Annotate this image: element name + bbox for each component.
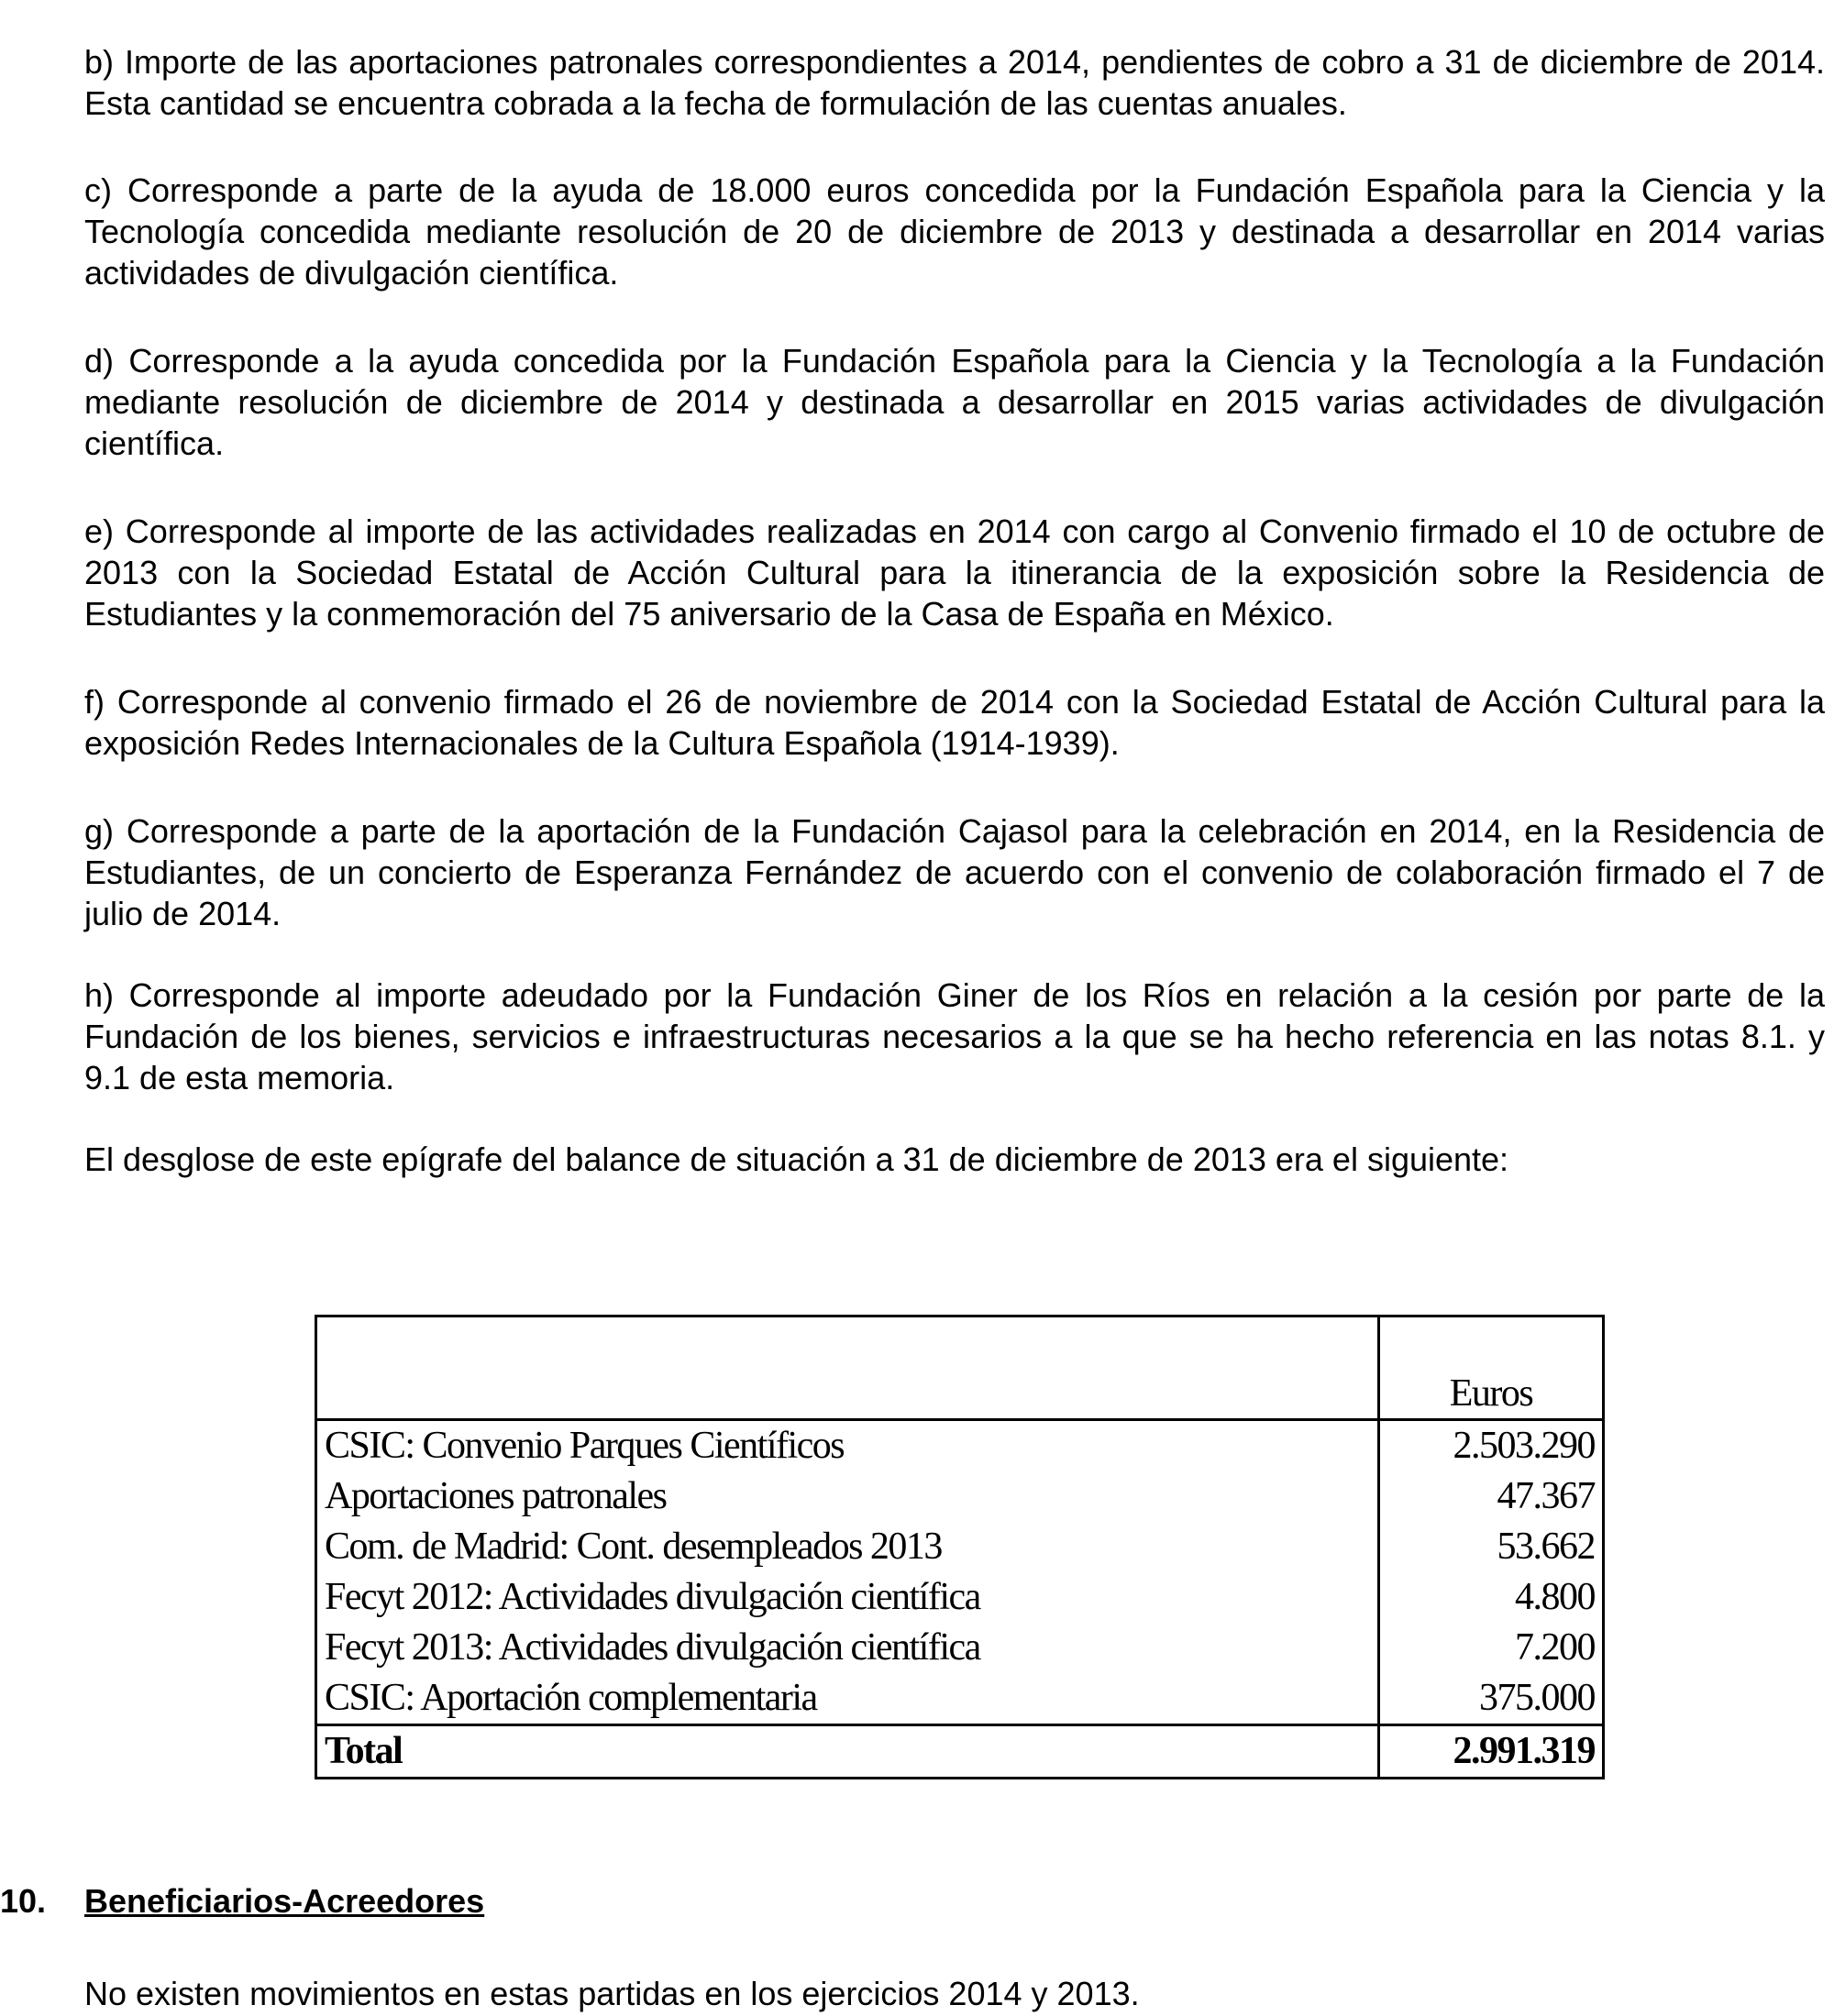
row-label: CSIC: Convenio Parques Científicos (316, 1420, 1379, 1472)
table-row (316, 1522, 1604, 1572)
row-value: 2.503.290 (1379, 1420, 1604, 1472)
note-e-paragraph: e) Corresponde al importe de las actividades realizadas en 2014 con cargo al Convenio firmado el 10 de octubre de 2013 con la Sociedad Estatal de Acción Cultural para la itinerancia de la exposición sobre la Residencia de Estudiantes y la conmemoración del 75 aniversario de la Casa de España en México. (84, 512, 1825, 633)
table-unit-header: Euros (1379, 1316, 1604, 1420)
row-value: 53.662 (1379, 1522, 1604, 1572)
row-value: 375.000 (1379, 1673, 1604, 1725)
row-label: Com. de Madrid: Cont. desempleados 2013 (316, 1522, 1379, 1572)
table-header-empty-cell (316, 1316, 1379, 1420)
table-header-row (316, 1316, 1604, 1420)
table-total-row (316, 1725, 1604, 1779)
table-intro-paragraph: El desglose de este epígrafe del balance de situación a 31 de diciembre de 2013 era el siguiente: (84, 1140, 1509, 1178)
note-c-paragraph: c) Corresponde a parte de la ayuda de 18.000 euros concedida por la Fundación Española para la Ciencia y la Tecnología concedida mediante resolución de 20 de diciembre de 2013 y destinada a desarrollar en 2014 varias actividades de divulgación científica. (84, 171, 1825, 292)
row-value: 47.367 (1379, 1471, 1604, 1522)
table-row (316, 1420, 1604, 1472)
note-g-paragraph: g) Corresponde a parte de la aportación de la Fundación Cajasol para la celebración en 2014, en la Residencia de Estudiantes, de un concierto de Esperanza Fernández de acuerdo con el convenio de colaboración firmado el 7 de julio de 2014. (84, 812, 1825, 932)
total-value: 2.991.319 (1379, 1725, 1604, 1779)
table-row (316, 1673, 1604, 1725)
row-value: 4.800 (1379, 1572, 1604, 1623)
row-label: CSIC: Aportación complementaria (316, 1673, 1379, 1725)
table-row (316, 1623, 1604, 1673)
table-row (316, 1572, 1604, 1623)
note-b-paragraph: b) Importe de las aportaciones patronales correspondientes a 2014, pendientes de cobro a 31 de diciembre de 2014. Esta cantidad se encuentra cobrada a la fecha de formulación de las cuentas anuales. (84, 43, 1825, 122)
section-body-text: No existen movimientos en estas partidas en los ejercicios 2014 y 2013. (84, 1975, 1140, 2012)
row-value: 7.200 (1379, 1623, 1604, 1673)
row-label: Fecyt 2012: Actividades divulgación científica (316, 1572, 1379, 1623)
note-f-paragraph: f) Corresponde al convenio firmado el 26 de noviembre de 2014 con la Sociedad Estatal de Acción Cultural para la exposición Redes Internacionales de la Cultura Española (1914-1939). (84, 683, 1825, 762)
section-heading (0, 1882, 484, 1921)
row-label: Fecyt 2013: Actividades divulgación científica (316, 1623, 1379, 1673)
note-d-paragraph: d) Corresponde a la ayuda concedida por la Fundación Española para la Ciencia y la Tecnología a la Fundación mediante resolución de diciembre de 2014 y destinada a desarrollar en 2015 varias actividades de divulgación científica. (84, 342, 1825, 462)
row-label: Aportaciones patronales (316, 1471, 1379, 1522)
section-title: Beneficiarios-Acreedores (84, 1882, 485, 1920)
total-label: Total (316, 1725, 1379, 1779)
breakdown-table (315, 1315, 1605, 1779)
table-row (316, 1471, 1604, 1522)
note-h-paragraph: h) Corresponde al importe adeudado por la Fundación Giner de los Ríos en relación a la cesión por parte de la Fundación de los bienes, servicios e infraestructuras necesarios a la que se ha hecho referencia en las notas 8.1. y 9.1 de esta memoria. (84, 976, 1825, 1096)
section-number: 10. (0, 1882, 47, 1920)
